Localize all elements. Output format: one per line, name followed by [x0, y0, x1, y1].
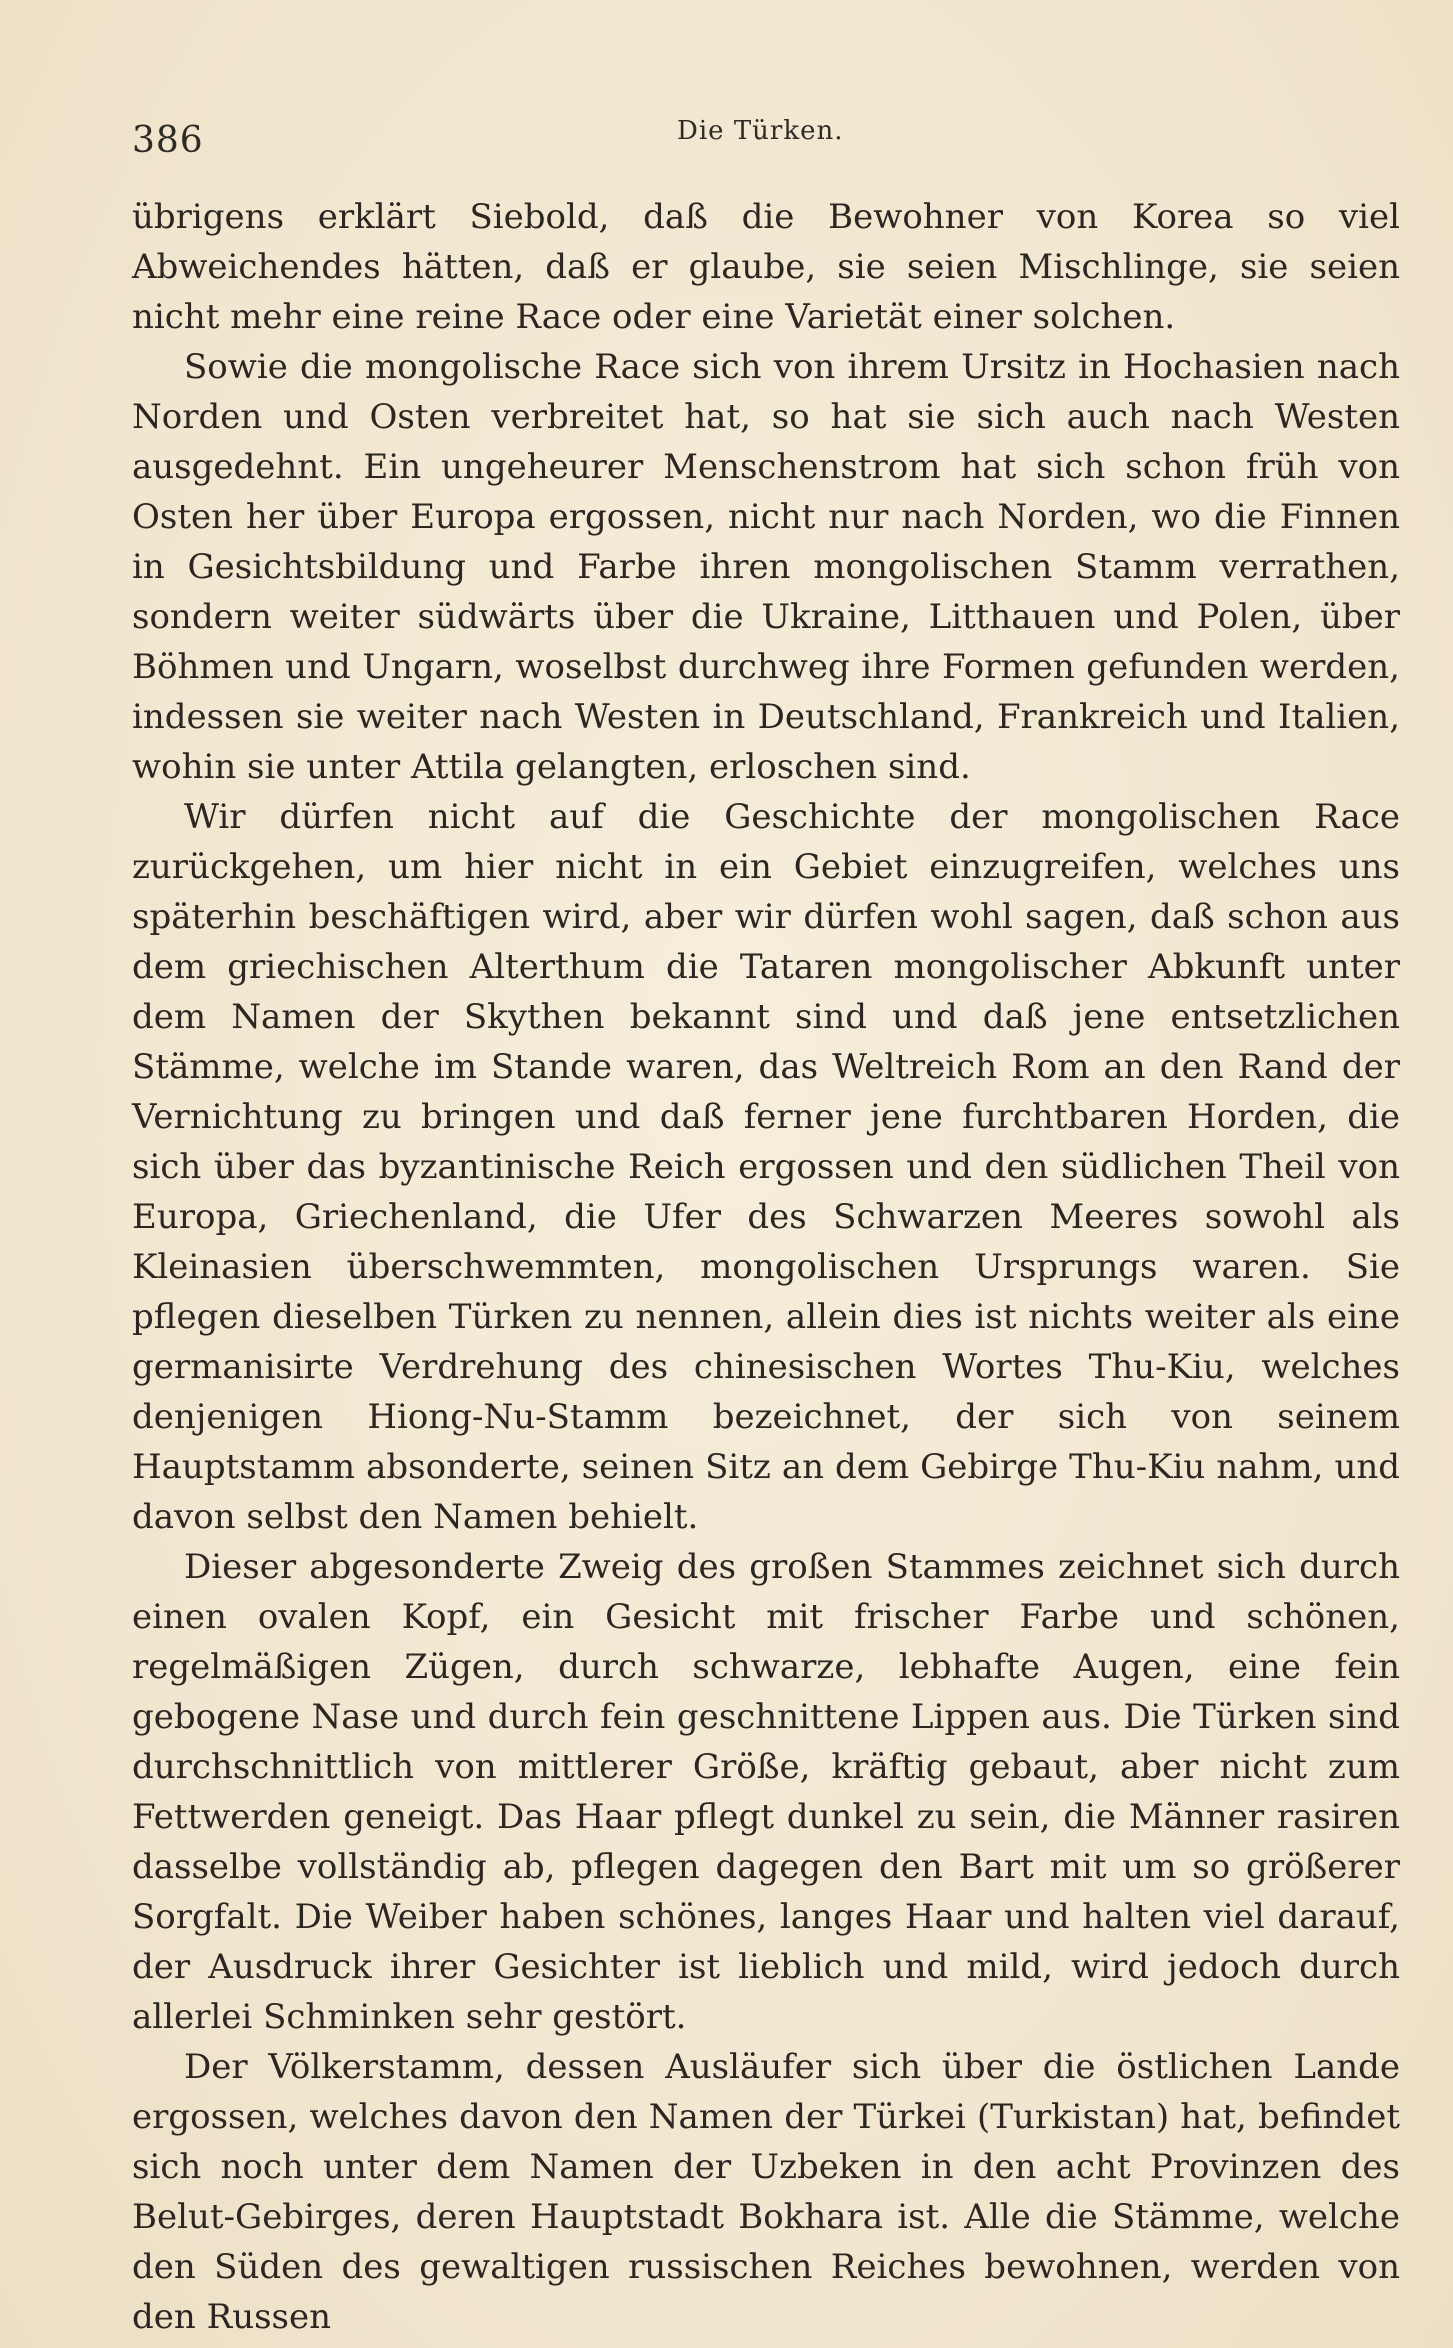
body-text [132, 192, 1400, 2342]
paragraph-5: Der Völkerstamm, dessen Ausläufer sich über die östlichen Lande ergossen, welches davon den Namen der Türkei (Turkistan) hat, befindet sich noch unter dem Namen der Uzbeken in den acht Provinzen des Belut-Gebirges, deren Hauptstadt Bokhara ist. Alle die Stämme, welche den Süden des gewaltigen russischen Reiches bewohnen, werden von den Russen [132, 2047, 1400, 2337]
paragraph-3: Wir dürfen nicht auf die Geschichte der mongolischen Race zurückgehen, um hier nicht in ein Gebiet einzugreifen, welches uns späterhin beschäftigen wird, aber wir dürfen wohl sagen, daß schon aus dem griechischen Alterthum die Tataren mongolischer Abkunft unter dem Namen der Skythen bekannt sind und daß jene entsetzlichen Stämme, welche im Stande waren, das Weltreich Rom an den Rand der Vernichtung zu bringen und daß ferner jene furchtbaren Horden, die sich über das byzantinische Reich ergossen und den südlichen Theil von Europa, Griechenland, die Ufer des Schwarzen Meeres sowohl als Kleinasien überschwemmten, mongolischen Ursprungs waren. Sie pflegen dieselben Türken zu nennen, allein dies ist nichts weiter als eine germanisirte Verdrehung des chinesischen Wortes Thu-Kiu, welches denjenigen Hiong-Nu-Stamm bezeichnet, der sich von seinem Hauptstamm absonderte, seinen Sitz an dem Gebirge Thu-Kiu nahm, und davon selbst den Namen behielt. [132, 797, 1400, 1537]
paragraph-1: übrigens erklärt Siebold, daß die Bewohner von Korea so viel Abweichendes hätten, daß er glaube, sie seien Mischlinge, sie seien nicht mehr eine reine Race oder eine Varietät einer solchen. [132, 197, 1400, 337]
running-title: Die Türken. [677, 116, 844, 146]
paragraph-2: Sowie die mongolische Race sich von ihrem Ursitz in Hochasien nach Norden und Osten verbreitet hat, so hat sie sich auch nach Westen ausgedehnt. Ein ungeheurer Menschenstrom hat sich schon früh von Osten her über Europa ergossen, nicht nur nach Norden, wo die Finnen in Gesichtsbildung und Farbe ihren mongolischen Stamm verrathen, sondern weiter südwärts über die Ukraine, Litthauen und Polen, über Böhmen und Ungarn, woselbst durchweg ihre Formen gefunden werden, indessen sie weiter nach Westen in Deutschland, Frankreich und Italien, wohin sie unter Attila gelangten, erloschen sind. [132, 347, 1400, 787]
page-number: 386 [132, 120, 204, 161]
paragraph-4: Dieser abgesonderte Zweig des großen Stammes zeichnet sich durch einen ovalen Kopf, ein Gesicht mit frischer Farbe und schönen, regelmäßigen Zügen, durch schwarze, lebhafte Augen, eine fein gebogene Nase und durch fein geschnittene Lippen aus. Die Türken sind durchschnittlich von mittlerer Größe, kräftig gebaut, aber nicht zum Fettwerden geneigt. Das Haar pflegt dunkel zu sein, die Männer rasiren dasselbe vollständig ab, pflegen dagegen den Bart mit um so größerer Sorgfalt. Die Weiber haben schönes, langes Haar und halten viel darauf, der Ausdruck ihrer Gesichter ist lieblich und mild, wird jedoch durch allerlei Schminken sehr gestört. [132, 1547, 1400, 2037]
running-head [132, 112, 1400, 172]
